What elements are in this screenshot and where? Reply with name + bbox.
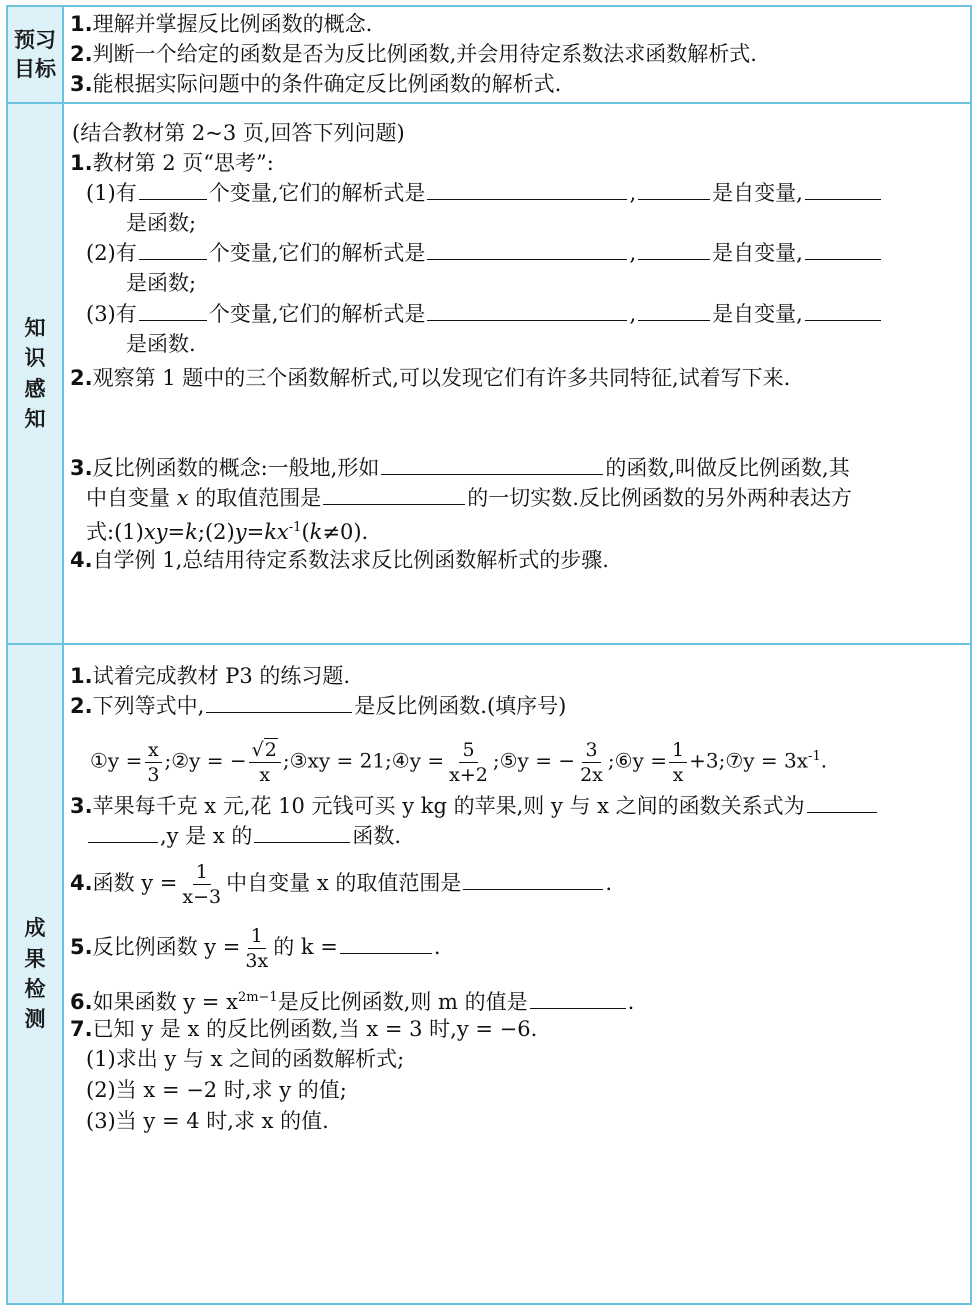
fraction bbox=[242, 924, 271, 973]
separator: ; bbox=[385, 748, 392, 773]
item-text: 的取值范围是 bbox=[195, 486, 322, 510]
option-2: ②y = − bbox=[171, 748, 247, 773]
sub-text: 是自变量, bbox=[712, 241, 803, 265]
test-q6 bbox=[70, 983, 634, 1017]
answer-blank[interactable] bbox=[88, 841, 158, 843]
label-char: 果 bbox=[24, 946, 46, 971]
item-text: 自学例 1,总结用待定系数法求反比例函数解析式的步骤. bbox=[92, 548, 609, 572]
answer-blank[interactable] bbox=[638, 198, 710, 200]
label-char: 知 bbox=[24, 406, 46, 431]
answer-blank[interactable] bbox=[139, 258, 207, 260]
item-number: 3. bbox=[70, 456, 93, 480]
answer-blank[interactable] bbox=[638, 258, 710, 260]
label-char: 检 bbox=[24, 977, 46, 1001]
period: . bbox=[820, 748, 828, 773]
test-q4 bbox=[70, 857, 612, 909]
answer-blank[interactable] bbox=[805, 319, 881, 321]
test-q7-sub1: (1)求出 y 与 x 之间的函数解析式; bbox=[86, 1047, 405, 1071]
preview-label-text: 预习目标 bbox=[14, 28, 56, 81]
comma: , bbox=[629, 302, 637, 326]
math-op: = bbox=[246, 520, 265, 544]
sub-label: (2)有 bbox=[86, 241, 137, 265]
denominator: 2x bbox=[580, 763, 603, 786]
test-q2 bbox=[70, 691, 566, 721]
item-number: 2. bbox=[70, 694, 93, 718]
test-content bbox=[64, 645, 970, 1303]
math-var: xy bbox=[143, 520, 168, 544]
answer-blank[interactable] bbox=[139, 319, 207, 321]
item-text: 观察第 1 题中的三个函数解析式,可以发现它们有许多共同特征,试着写下来. bbox=[92, 366, 791, 390]
item-number: 3. bbox=[70, 794, 93, 818]
item-number: 6. bbox=[70, 990, 93, 1014]
math-var: k bbox=[185, 520, 198, 544]
separator: ; bbox=[164, 748, 172, 773]
label-char: 测 bbox=[24, 1007, 46, 1032]
test-q3-line2 bbox=[86, 821, 401, 851]
period: . bbox=[627, 990, 635, 1014]
item-number: 1. bbox=[70, 664, 93, 688]
worksheet bbox=[6, 5, 972, 1305]
answer-blank[interactable] bbox=[139, 198, 207, 200]
item-text: 判断一个给定的函数是否为反比例函数,并会用待定系数法求函数解析式. bbox=[92, 42, 757, 66]
knowledge-q3-line1 bbox=[70, 453, 850, 483]
item-text: 能根据实际问题中的条件确定反比例函数的解析式. bbox=[92, 72, 562, 96]
label-char: 识 bbox=[24, 346, 46, 371]
numerator: 3 bbox=[582, 738, 600, 763]
sub-text: 是自变量, bbox=[712, 181, 803, 205]
answer-blank[interactable] bbox=[427, 319, 627, 321]
denominator: x bbox=[259, 763, 271, 786]
knowledge-q4 bbox=[70, 545, 609, 575]
label-char: 感 bbox=[24, 376, 46, 401]
knowledge-q1-sub3-cont: 是函数. bbox=[126, 332, 196, 356]
numerator: 1 bbox=[248, 924, 266, 949]
math-op: = bbox=[167, 520, 186, 544]
comma: , bbox=[629, 181, 637, 205]
item-text: 试着完成教材 P3 的练习题. bbox=[92, 664, 351, 688]
denominator: x+2 bbox=[449, 763, 488, 786]
separator: ; bbox=[492, 748, 500, 773]
option-3: ③xy = 21 bbox=[289, 748, 386, 773]
knowledge-q1 bbox=[70, 148, 274, 178]
numerator: √2 bbox=[249, 738, 281, 763]
answer-blank[interactable] bbox=[206, 711, 352, 713]
math-var: y bbox=[234, 520, 247, 544]
item-text: 下列等式中, bbox=[92, 694, 205, 718]
math-var: x bbox=[176, 486, 189, 510]
answer-blank[interactable] bbox=[254, 841, 350, 843]
period: . bbox=[433, 935, 441, 959]
fraction bbox=[669, 738, 687, 787]
item-text: 的函数,叫做反比例函数,其 bbox=[605, 456, 850, 480]
math-var: k bbox=[309, 520, 323, 544]
test-q7-sub2: (2)当 x = −2 时,求 y 的值; bbox=[86, 1078, 347, 1102]
test-section bbox=[8, 645, 970, 1303]
test-q7 bbox=[70, 1014, 537, 1044]
answer-blank[interactable] bbox=[463, 888, 603, 890]
preview-item-3 bbox=[70, 69, 561, 99]
item-text: 苹果每千克 x 元,花 10 元钱可买 y kg 的苹果,则 y 与 x 之间的函数关系式为 bbox=[92, 794, 805, 818]
sub-text: 个变量,它们的解析式是 bbox=[208, 181, 426, 205]
answer-blank[interactable] bbox=[381, 473, 603, 475]
item-text: 函数. bbox=[352, 824, 402, 848]
item-text: 中自变量 bbox=[86, 486, 170, 510]
radicand: 2 bbox=[264, 738, 277, 761]
knowledge-q1-sub2 bbox=[86, 238, 883, 268]
denominator: 3x bbox=[245, 950, 269, 972]
answer-blank[interactable] bbox=[530, 1007, 626, 1009]
item-text: ,y 是 x 的 bbox=[160, 824, 253, 848]
item-number: 1. bbox=[70, 12, 93, 36]
label-char: 知 bbox=[24, 315, 46, 340]
item-text: 式:(1) bbox=[86, 520, 144, 544]
denominator: x−3 bbox=[182, 886, 222, 908]
label-char: 成 bbox=[24, 916, 46, 941]
item-text: 的一切实数.反比例函数的另外两种表达方 bbox=[467, 486, 852, 510]
option-6: ⑥y = bbox=[614, 748, 667, 773]
sub-label: (1)有 bbox=[86, 181, 137, 205]
item-number: 4. bbox=[70, 871, 93, 895]
math-var: kx bbox=[264, 520, 289, 544]
fraction bbox=[144, 738, 162, 787]
sub-label: (3)有 bbox=[86, 302, 137, 326]
answer-blank[interactable] bbox=[427, 258, 627, 260]
fraction bbox=[179, 860, 224, 909]
math-paren: ( bbox=[301, 520, 310, 544]
fraction bbox=[249, 738, 281, 787]
item-text: 函数 y = bbox=[92, 871, 178, 895]
sub-text: 个变量,它们的解析式是 bbox=[208, 241, 426, 265]
preview-label bbox=[8, 7, 64, 102]
option-6-tail: +3 bbox=[689, 748, 719, 773]
test-q7-sub3: (3)当 y = 4 时,求 x 的值. bbox=[86, 1109, 329, 1133]
knowledge-q1-sub2-cont: 是函数; bbox=[126, 271, 197, 295]
option-4: ④y = bbox=[391, 748, 445, 773]
denominator: x bbox=[672, 763, 684, 786]
item-text: 的 k = bbox=[273, 935, 338, 959]
option-7: ⑦y = 3x bbox=[725, 748, 809, 773]
knowledge-q1-sub1 bbox=[86, 178, 883, 208]
knowledge-section bbox=[8, 104, 970, 645]
fraction bbox=[446, 738, 491, 787]
separator: ; bbox=[607, 748, 615, 773]
knowledge-q2 bbox=[70, 363, 790, 393]
comma: , bbox=[629, 241, 637, 265]
item-text: 教材第 2 页“思考”: bbox=[92, 151, 274, 175]
knowledge-q1-sub1-cont: 是函数; bbox=[126, 211, 197, 235]
math-exponent: -1 bbox=[808, 749, 821, 764]
preview-section bbox=[8, 7, 970, 104]
item-number: 3. bbox=[70, 72, 93, 96]
period: . bbox=[605, 871, 613, 895]
answer-blank[interactable] bbox=[805, 198, 881, 200]
item-text: 反比例函数的概念:一般地,形如 bbox=[92, 456, 380, 480]
option-1: ①y = bbox=[90, 748, 143, 773]
knowledge-intro: (结合教材第 2~3 页,回答下列问题) bbox=[72, 121, 405, 145]
item-number: 2. bbox=[70, 42, 93, 66]
item-text: ;(2) bbox=[197, 520, 235, 544]
separator: ; bbox=[718, 748, 726, 773]
test-label bbox=[8, 645, 64, 1303]
answer-blank[interactable] bbox=[807, 811, 877, 813]
item-text: 是反比例函数.(填序号) bbox=[354, 694, 567, 718]
fraction bbox=[577, 738, 606, 787]
math-exponent: 2m−1 bbox=[237, 990, 278, 1005]
preview-item-1 bbox=[70, 9, 372, 39]
sub-text: 个变量,它们的解析式是 bbox=[208, 302, 426, 326]
test-q3-line1 bbox=[70, 791, 879, 821]
knowledge-q3-line2 bbox=[86, 483, 852, 513]
item-text: ≠0). bbox=[322, 520, 369, 544]
separator: ; bbox=[282, 748, 290, 773]
knowledge-content bbox=[64, 104, 970, 643]
item-text: 中自变量 x 的取值范围是 bbox=[226, 871, 462, 895]
numerator: 5 bbox=[459, 738, 477, 763]
knowledge-label bbox=[8, 104, 64, 643]
test-q2-options bbox=[90, 731, 827, 787]
item-number: 7. bbox=[70, 1017, 93, 1041]
answer-blank[interactable] bbox=[323, 503, 465, 505]
item-text: 理解并掌握反比例函数的概念. bbox=[92, 12, 373, 36]
knowledge-q3-line3 bbox=[86, 513, 368, 547]
numerator: 1 bbox=[669, 738, 687, 763]
answer-blank[interactable] bbox=[340, 952, 432, 954]
item-number: 2. bbox=[70, 366, 93, 390]
test-q5 bbox=[70, 921, 441, 973]
numerator: x bbox=[145, 738, 162, 763]
item-text: 是反比例函数,则 m 的值是 bbox=[277, 990, 528, 1014]
answer-blank[interactable] bbox=[638, 319, 710, 321]
math-exponent: -1 bbox=[288, 520, 302, 535]
answer-blank[interactable] bbox=[805, 258, 881, 260]
sub-text: 是自变量, bbox=[712, 302, 803, 326]
item-number: 4. bbox=[70, 548, 93, 572]
item-text: 反比例函数 y = bbox=[92, 935, 241, 959]
answer-blank[interactable] bbox=[427, 198, 627, 200]
preview-content bbox=[64, 7, 970, 102]
item-number: 5. bbox=[70, 935, 93, 959]
numerator: 1 bbox=[193, 860, 211, 885]
preview-item-2 bbox=[70, 39, 757, 69]
test-q1 bbox=[70, 661, 350, 691]
denominator: 3 bbox=[147, 763, 160, 786]
knowledge-q1-sub3 bbox=[86, 299, 883, 329]
item-text: 如果函数 y = x bbox=[92, 990, 238, 1014]
option-5: ⑤y = − bbox=[499, 748, 576, 773]
item-number: 1. bbox=[70, 151, 93, 175]
item-text: 已知 y 是 x 的反比例函数,当 x = 3 时,y = −6. bbox=[92, 1017, 538, 1041]
